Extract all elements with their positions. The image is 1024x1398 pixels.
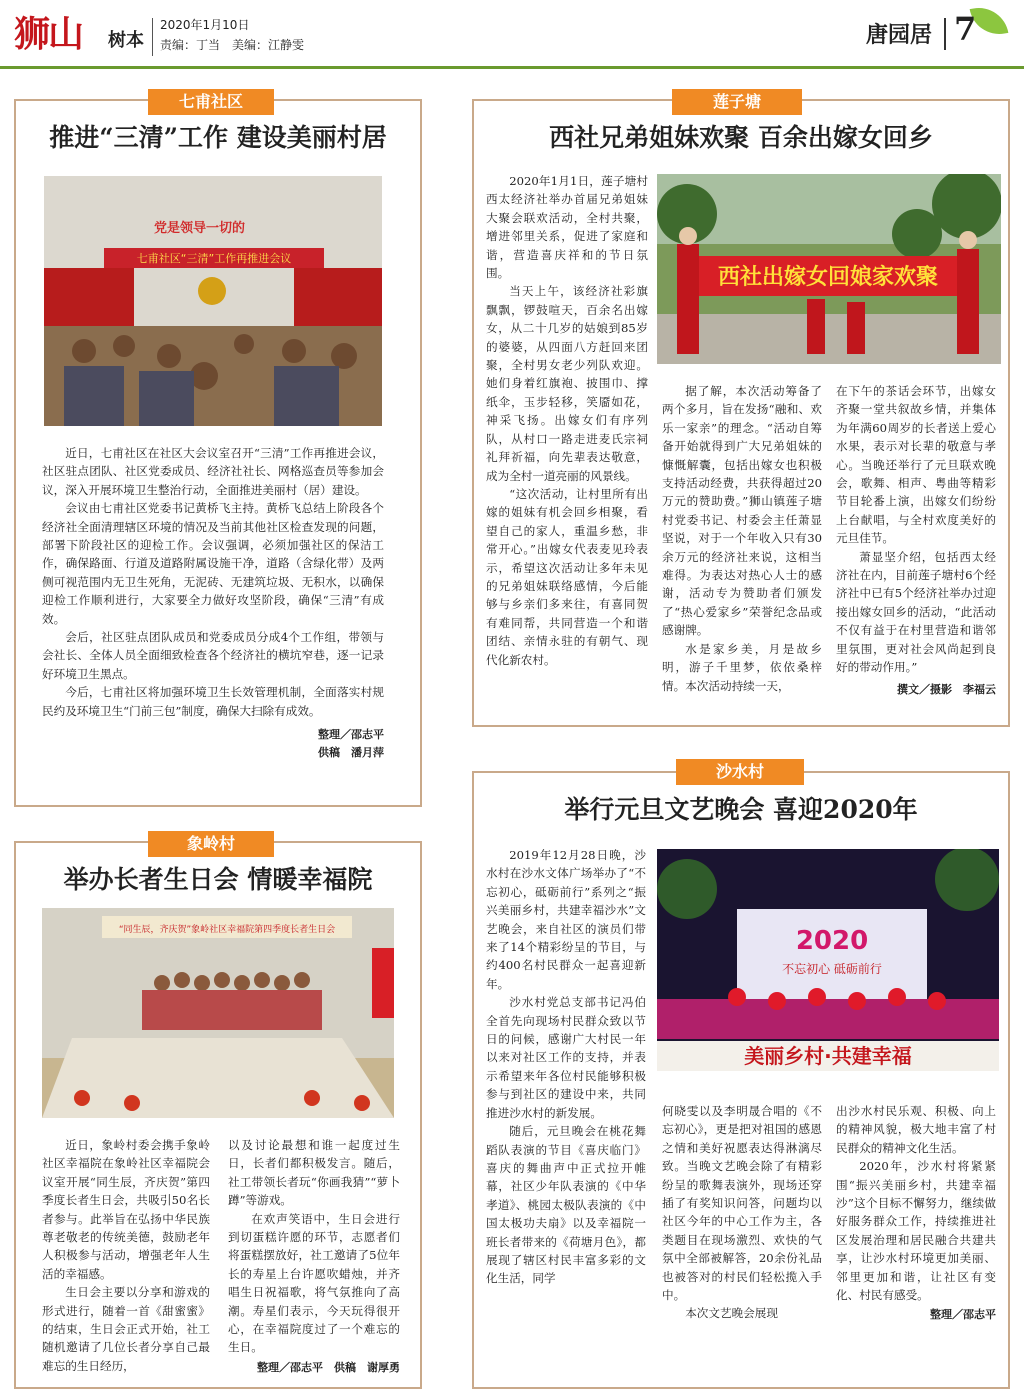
paragraph: 近日，七甫社区在社区大会议室召开“三清”工作再推进会议，社区驻点团队、社区党委成员、经济社社长、网格巡查员等参加会议，深入开展环境卫生整治行动，全面推进美丽村（居）建设。 (42, 446, 384, 497)
credit-line: 撰文／摄影 李福云 (897, 682, 996, 696)
page-header (0, 0, 1024, 68)
paragraph: 以及讨论最想和谁一起度过生日，长者们都积极发言。随后，社工带领长者玩“你画我猜”“萝卜蹲”等游戏。 (228, 1138, 400, 1208)
column-name: 树本 (108, 30, 144, 51)
header-rule (0, 66, 1024, 69)
article-body-col2 (228, 1136, 400, 1377)
article-body-col3 (836, 1102, 996, 1324)
article-tag: 象岭村 (148, 831, 274, 857)
article-tag: 七甫社区 (148, 89, 274, 115)
header-divider (152, 18, 153, 56)
paragraph: 据了解，本次活动筹备了两个多月，旨在发扬“融和、欢乐一家亲”的理念。“活动自筹备开始就得到广大兄弟姐妹的慷慨解囊，包括出嫁女也积极支持活动经费，共获得超过20万元的赞助费。”狮山镇莲子塘村党委书记、村委会主任萧显坚说，对于一个年收入只有30余万元的经济社来说，这相当难得。为表达对热心人士的感谢，活动专为赞助者们颁发了“热心爱家乡”荣誉纪念品或感谢牌。 (662, 384, 822, 638)
stage-screen-text: 不忘初心 砥砺前行 (782, 962, 882, 976)
paragraph: 萧显坚介绍，包括西太经济社在内，目前莲子塘村6个经济社中已有5个经济社举办过迎接出嫁女回乡的活动，“此活动不仅有益于在村里营造和谐邻里氛围，更对社会风尚起到良好的带动作用。” (836, 549, 996, 675)
header-divider-2 (944, 18, 946, 50)
editor-credits (160, 36, 316, 53)
article-title: 举行元旦文艺晚会 喜迎2020年 (564, 795, 918, 824)
gala-photo (657, 849, 999, 1071)
article-title: 举办长者生日会 情暖幸福院 (63, 865, 373, 894)
paragraph: 当天上午，该经济社彩旗飘飘，锣鼓喧天，百余名出嫁女，从二十几岁的姑娘到85岁的婆婆，从四面八方赶回来团聚，全村男女老少列队欢迎。她们身着红旗袍、披围巾、撑纸伞，玉步轻移，笑靥如花，神采飞扬。出嫁女们有序列队，从村口一路走进麦氏宗祠礼拜祈福，向先辈表达敬意，成为全村一道亮丽的风景线。 (486, 284, 648, 483)
article-body-col1 (486, 172, 648, 669)
paragraph: 今后，七甫社区将加强环境卫生长效管理机制，全面落实村规民约及环境卫生“门前三包”制度，确保大扫除有成效。 (42, 685, 384, 718)
parade-photo (657, 174, 1001, 364)
article-body-col3 (836, 382, 996, 699)
article-title: 西社兄弟姐妹欢聚 百余出嫁女回乡 (549, 123, 933, 152)
designer: 美编：江静雯 (232, 38, 305, 52)
paragraph: 近日，象岭村委会携手象岭社区幸福院在象岭社区幸福院会议室开展“同生辰，齐庆贺”第四季度长者生日会，共吸引50名长者参与。此举旨在弘扬中华民族尊老敬老的传统美德，鼓励老年人积极参与活动，增强老年人生活的幸福感。 (42, 1138, 210, 1281)
issue-date: 2020年1月10日 (160, 18, 250, 32)
paragraph: 会后，社区驻点团队成员和党委成员分成4个工作组，带领与会社长、全体人员全面细致检查各个经济社的横坑窄巷，逐一记录好环境卫生黑点。 (42, 630, 384, 681)
birthday-photo (42, 908, 394, 1118)
paragraph: 沙水村党总支部书记冯伯全首先向现场村民群众致以节日的问候，感谢广大村民一年以来对社区工作的支持，并表示希望来年各位村民能够积极参与到社区的建设中来，共同推进沙水村的新发展。 (486, 995, 646, 1120)
paragraph: 何晓雯以及李明晟合唱的《不忘初心》，更是把对祖国的感恩之情和美好祝愿表达得淋漓尽致。当晚文艺晚会除了有精彩纷呈的歌舞表演外，现场还穿插了有奖知识问答，问题均以社区今年的中心工作为主，各类题目在现场激烈、欢快的气氛中全部被解答，20余份礼品也被答对的村民们轻松揽入手中。 (662, 1104, 822, 1303)
paragraph: 本次文艺晚会展现 (685, 1306, 778, 1321)
article-body-col1 (486, 846, 646, 1288)
article-tag: 沙水村 (676, 759, 804, 785)
paragraph: 2020年，沙水村将紧紧围“振兴美丽乡村，共建幸福沙”这个目标不懈努力，继续做好服务群众工作，持续推进社区发展治理和居民融合共建共享，让沙水村环境更加美丽、邻里更加和谐，让社区有变化、村民有感受。 (836, 1159, 996, 1303)
masthead-logo: 狮山 (14, 13, 83, 55)
article-body-col2 (662, 1102, 822, 1323)
article-title: 推进“三清”工作 建设美丽村居 (49, 123, 387, 152)
credit-line: 整理／邵志平 (930, 1308, 996, 1322)
paragraph: 在欢声笑语中，生日会进行到切蛋糕许愿的环节，志愿者们将蛋糕摆放好，社工邀请了5位年长的寿星上台许愿吹蜡烛，并齐唱生日祝福歌，将气氛推向了高潮。寿星们表示，今天玩得很开心，在幸福院度过了一个难忘的生日。 (228, 1211, 400, 1355)
paragraph: 2020年1月1日，莲子塘村西太经济社举办首届兄弟姐妹大聚会联欢活动，全村共聚，增进邻里关系，促进了家庭和谐，营造喜庆祥和的节日氛围。 (486, 174, 648, 281)
paragraph: 2019年12月28日晚，沙水村在沙水文体广场举办了“不忘初心，砥砺前行”系列之“振兴美丽乡村，共建幸福沙水”文艺晚会，来自社区的演员们带来了14个精彩纷呈的节目，与约400名村民群众一起喜迎新年。 (486, 848, 646, 991)
credit-line: 整理／邵志平 供稿 谢厚勇 (257, 1360, 400, 1374)
credit-line: 整理／邵志平 (318, 728, 384, 742)
stage-banner-text: 美丽乡村·共建幸福 (744, 1044, 912, 1068)
meeting-banner-text: 七甫社区“三清”工作再推进会议 (136, 252, 292, 265)
paragraph: 在下午的茶话会环节，出嫁女齐聚一堂共叙故乡情，并集体为年满60周岁的长者送上爱心水果，表示对长辈的敬意与孝心。当晚还举行了元旦联欢晚会，歌舞、相声、粤曲等精彩节目轮番上演，出嫁女们纷纷上台献唱，与全村欢度美好的元旦佳节。 (836, 384, 996, 546)
article-body-col2 (662, 382, 822, 695)
parade-banner-text: 西社出嫁女回娘家欢聚 (717, 265, 939, 290)
paragraph: 水是家乡美，月是故乡明，游子千里梦，依依桑梓情。本次活动持续一天， (662, 641, 822, 693)
stage-year-text: 2020 (795, 926, 869, 956)
paragraph: “这次活动，让村里所有出嫁的姐妹有机会回乡相聚，看望自己的家人，重温乡愁，非常开心。”出嫁女代表麦见玲表示，希望这次活动让多年未见的兄弟姐妹联络感情，今后能够与乡亲们多来往，有喜同贺有难同帮，共同营造一个和谐团结、亲情永驻的有朝气、现代化新农村。 (486, 486, 648, 667)
article-tag: 莲子塘 (672, 89, 802, 115)
article-body-col1 (42, 1136, 210, 1375)
editor: 责编：丁当 (160, 38, 221, 52)
meeting-photo (44, 176, 382, 426)
paragraph: 随后，元旦晚会在桃花舞蹈队表演的节目《喜庆临门》喜庆的舞曲声中正式拉开帷幕，社区少年队表演的《中华孝道》、桃园太极队表演的《中国太极功夫扇》以及幸福院一班长者带来的《荷塘月色》，都展现了辖区村民丰富多彩的文化生活，同学 (486, 1124, 646, 1286)
article-body (42, 444, 384, 762)
paragraph: 会议由七甫社区党委书记黄桥飞主持。黄桥飞总结上阶段各个经济社全面清理辖区环境的情况及当前其他社区检查发现的问题，部署下阶段社区的迎检工作。会议强调，必须加强社区的保洁工作，确保路面、行道及道路附属设施干净，道路（含绿化带）及两侧可视范围内无卫生死角，无泥砖、无建筑垃圾、无积水，以确保迎检工作顺利进行，大家要全力做好攻坚阶段，确保“三清”有成效。 (42, 501, 384, 626)
page-number: 7 (954, 10, 977, 48)
wall-slogan: 党是领导一切的 (154, 221, 246, 236)
paragraph: 出沙水村民乐观、积极、向上的精神风貌，极大地丰富了村民群众的精神文化生活。 (836, 1104, 996, 1155)
credit-line: 供稿 潘月萍 (318, 746, 384, 760)
birthday-banner-text: “同生辰，齐庆贺”象岭社区幸福院第四季度长者生日会 (118, 925, 336, 935)
section-name: 唐园居 (865, 22, 932, 48)
paragraph: 生日会主要以分享和游戏的形式进行，随着一首《甜蜜蜜》的结束，生日会正式开始，社工随机邀请了几位长者分享自己最难忘的生日经历， (42, 1285, 210, 1373)
